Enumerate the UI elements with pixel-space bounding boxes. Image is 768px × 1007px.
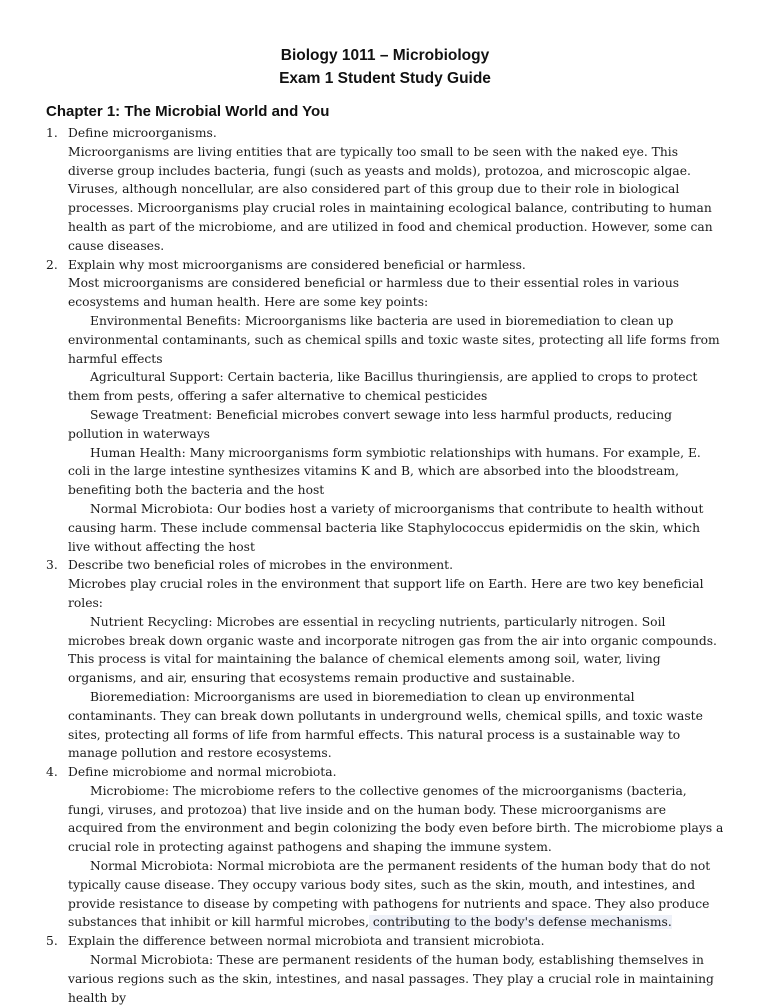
document-title-line2: Exam 1 Student Study Guide bbox=[279, 70, 491, 87]
question-number: 3. bbox=[46, 558, 58, 573]
answer-point: Human Health: Many microorganisms form symbiotic relationships with humans. For example, E. coli in the large intestine synthesizes vitamins K and B, which are absorbed into the bloodstream, benefiting both the bacteria and the host bbox=[68, 445, 701, 498]
answer-point: Agricultural Support: Certain bacteria, like Bacillus thuringiensis, are applied to crops to protect them from pests, offering a safer alternative to chemical pesticides bbox=[68, 370, 698, 404]
question-number: 5. bbox=[46, 934, 58, 949]
highlighted-text: contributing to the body's defense mechanisms. bbox=[368, 915, 672, 930]
question-2 bbox=[46, 256, 724, 275]
answer-point: Microbiome: The microbiome refers to the collective genomes of the microorganisms (bacteria, fungi, viruses, and protozoa) that live inside and on the human body. These microorganisms are acquired from the environment and begin colonizing the body even before birth. The microbiome plays a crucial role in protecting against pathogens and shaping the immune system. bbox=[68, 783, 724, 855]
question-prompt: Explain why most microorganisms are considered beneficial or harmless. bbox=[68, 257, 526, 272]
question-prompt: Describe two beneficial roles of microbes in the environment. bbox=[68, 558, 454, 573]
answer-paragraph: Microorganisms are living entities that are typically too small to be seen with the naked eye. This diverse group includes bacteria, fungi (such as yeasts and molds), protozoa, and microscopic algae. Viruses, although noncellular, are also considered part of this group due to their role in biological processes. Microorganisms play crucial roles in maintaining ecological balance, contributing to human health as part of the microbiome, and are utilized in food and chemical production. However, some can cause diseases. bbox=[68, 144, 713, 253]
question-number: 2. bbox=[46, 257, 58, 272]
question-5 bbox=[46, 932, 724, 951]
question-prompt: Explain the difference between normal microbiota and transient microbiota. bbox=[68, 934, 545, 949]
answer-paragraph: Most microorganisms are considered beneficial or harmless due to their essential roles in various ecosystems and human health. Here are some key points: bbox=[68, 276, 680, 310]
question-number: 4. bbox=[46, 765, 58, 780]
answer-text: Normal Microbiota: Normal microbiota are the permanent residents of the human body that do not typically cause disease. They occupy various body sites, such as the skin, mouth, and intestines, and provide resistance to disease by competing with pathogens for nutrients and space. They also produce substances that inhibit or kill harmful microbes, bbox=[68, 859, 711, 930]
question-1 bbox=[46, 124, 724, 143]
answer-point: Environmental Benefits: Microorganisms like bacteria are used in bioremediation to clean up environmental contaminants, such as chemical spills and toxic waste sites, protecting all life forms from harmful effects bbox=[68, 313, 720, 366]
document-title-line1: Biology 1011 – Microbiology bbox=[280, 47, 490, 64]
answer-point: Normal Microbiota: These are permanent residents of the human body, establishing themselves in various regions such as the skin, intestines, and nasal passages. They play a crucial role in maintaining health by bbox=[68, 953, 714, 1005]
question-prompt: Define microorganisms. bbox=[68, 126, 217, 140]
answer-point: Sewage Treatment: Beneficial microbes convert sewage into less harmful products, reducing pollution in waterways bbox=[68, 407, 673, 441]
answer-point bbox=[68, 857, 724, 932]
question-4 bbox=[46, 763, 724, 782]
answer-point: Nutrient Recycling: Microbes are essential in recycling nutrients, particularly nitrogen. Soil microbes break down organic waste and incorporate nitrogen gas from the air into organic compounds. This process is vital for maintaining the balance of chemical elements among soil, water, living organisms, and air, ensuring that ecosystems remain productive and sustainable. bbox=[68, 614, 717, 686]
answer-paragraph: Microbes play crucial roles in the environment that support life on Earth. Here are two key beneficial roles: bbox=[68, 577, 704, 610]
question-3 bbox=[46, 556, 724, 575]
question-number: 1. bbox=[46, 126, 58, 140]
answer-point: Bioremediation: Microorganisms are used in bioremediation to clean up environmental contaminants. They can break down pollutants in underground wells, chemical spills, and toxic waste sites, protecting all forms of life from harmful effects. This natural process is a sustainable way to manage pollution and restore ecosystems. bbox=[68, 689, 703, 761]
question-prompt: Define microbiome and normal microbiota. bbox=[68, 765, 337, 780]
chapter-heading: Chapter 1: The Microbial World and You bbox=[46, 103, 330, 120]
answer-point: Normal Microbiota: Our bodies host a variety of microorganisms that contribute to health without causing harm. These include commensal bacteria like Staphylococcus epidermidis on the skin, which live without affecting the host bbox=[68, 501, 704, 554]
